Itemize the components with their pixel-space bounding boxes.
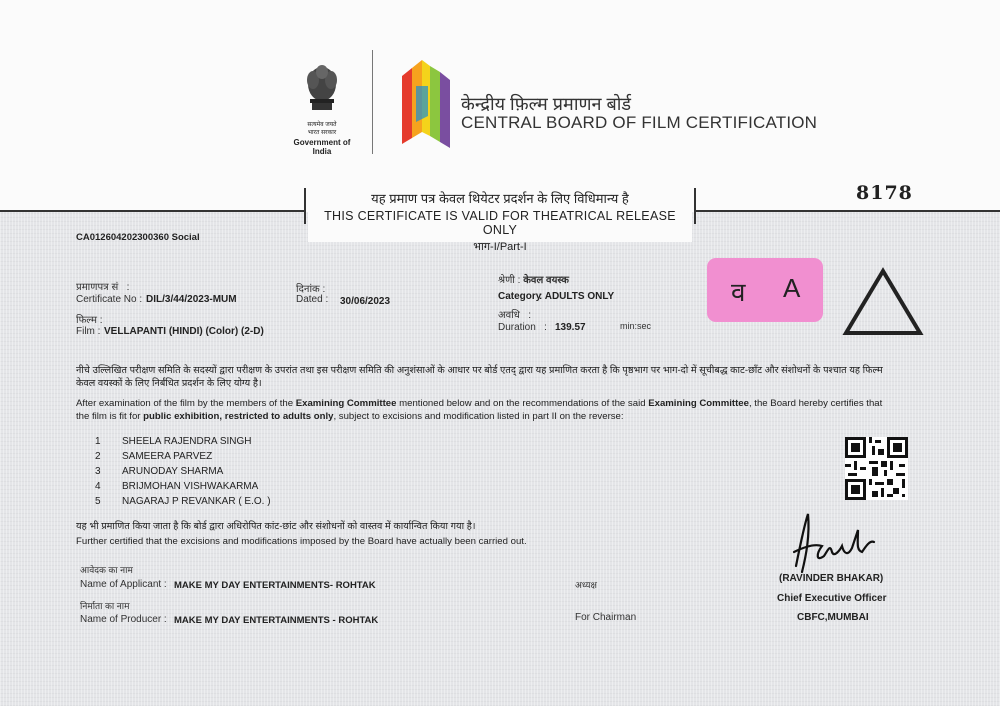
film-label: Film : [76,326,101,337]
film-value: VELLAPANTI (HINDI) (Color) (2-D) [104,326,264,337]
govt-english: Government of India [293,138,351,156]
film-label-hindi: फिल्म : [76,315,103,326]
signature-mark [786,506,882,578]
board-name-hindi: केन्द्रीय फ़िल्म प्रमाणन बोर्ड [461,94,632,114]
cert-no-value: DIL/3/44/2023-MUM [146,294,237,305]
date-label-hindi: दिनांक : [296,284,326,295]
list-item: 2 SAMEERA PARVEZ [95,451,213,462]
chairman-hindi: अध्यक्ष [575,580,597,590]
list-item: 1 SHEELA RAJENDRA SINGH [95,436,252,447]
category-label: Category [498,291,542,302]
duration-label-hindi: अवधि : [498,310,532,321]
cert-no-label: Certificate No : [76,294,143,305]
board-name-english: CENTRAL BOARD OF FILM CERTIFICATION [461,113,818,132]
reference-number: CA012604202300360 Social [76,232,200,243]
banner-english: THIS CERTIFICATE IS VALID FOR THEATRICAL RELEASE ONLY [324,209,676,237]
duration-label: Duration : [498,322,547,333]
rating-badge [707,258,823,322]
applicant-value: MAKE MY DAY ENTERTAINMENTS- ROHTAK [174,580,376,591]
cert-no-label-hindi: प्रमाणपत्र सं : [76,282,130,293]
list-item: 5 NAGARAJ P REVANKAR ( E.O. ) [95,496,271,507]
banner-hindi: यह प्रमाण पत्र केवल थियेटर प्रदर्शन के लिए विधिमान्य है [371,191,629,206]
statement-english: After examination of the film by the members of the Examining Committee mentioned below and on the recommendations of the said Examining Committee, the Board hereby certifies that the film is fit for public exhibition, restricted to adults only, subject to excisions and modification listed in part II on the reverse: [76,398,883,422]
category-label-hindi: श्रेणी : केवल वयस्क [498,275,569,286]
emblem-motto: सत्यमेव जयते [307,122,337,128]
producer-value: MAKE MY DAY ENTERTAINMENTS - ROHTAK [174,615,379,626]
date-label: Dated : [296,294,329,305]
banner-bracket-left [304,188,306,224]
chairman-english: For Chairman [575,612,637,623]
serial-number: 8178 [856,182,913,204]
top-rule-right [695,210,1000,212]
govt-hindi: भारत सरकार [307,130,337,136]
signatory-title: Chief Executive Officer [777,593,887,604]
qr-code-icon[interactable] [845,437,908,500]
cbfc-logo-icon [398,56,454,150]
producer-label: Name of Producer : [80,614,167,625]
header-divider [372,50,373,154]
rating-hindi: व [731,277,746,307]
adult-triangle-icon [842,266,924,338]
cbfc-logo [398,56,454,155]
duration-value: 139.57 [555,322,586,333]
rating-english: A [783,273,801,303]
banner-bracket-right [694,188,696,224]
ashoka-emblem-icon [286,62,358,114]
category-value: : ADULTS ONLY [539,291,615,302]
top-rule-left [0,210,305,212]
further-hindi: यह भी प्रमाणित किया जाता है कि बोर्ड द्वारा अधिरोपित कांट-छांट और संशोधनों को वास्तव में कार्यान्वित किया गया है। [76,521,476,532]
further-english: Further certified that the excisions and modifications imposed by the Board have actually been carried out. [76,536,527,547]
statement-hindi: नीचे उल्लिखित परीक्षण समिति के सदस्यों द्वारा परीक्षण के उपरांत तथा इस परीक्षण समिति की अनुशंसाओं के आधार पर बोर्ड एतद् द्वारा यह प्रमाणित करता है कि पृष्ठभाग पर भाग-दो में सूचीबद्ध काट-छाँट और संशोधनों के पश्चात यह फिल्म केवल वयस्कों के लिए निर्बंधित प्रदर्शन के लिए योग्य है। [76,365,883,389]
signatory-office: CBFC,MUMBAI [797,612,869,623]
duration-unit: min:sec [620,321,652,331]
banner-part: भाग-I/Part-I [473,241,527,253]
applicant-label: Name of Applicant : [80,579,167,590]
list-item: 3 ARUNODAY SHARMA [95,466,224,477]
date-value: 30/06/2023 [340,296,391,307]
producer-label-hindi: निर्माता का नाम [80,601,130,611]
government-emblem [286,62,358,156]
validity-banner [308,186,692,253]
list-item: 4 BRIJMOHAN VISHWAKARMA [95,481,259,492]
signatory-name: (RAVINDER BHAKAR) [779,573,884,584]
applicant-label-hindi: आवेदक का नाम [80,565,133,575]
committee-list [95,431,271,506]
